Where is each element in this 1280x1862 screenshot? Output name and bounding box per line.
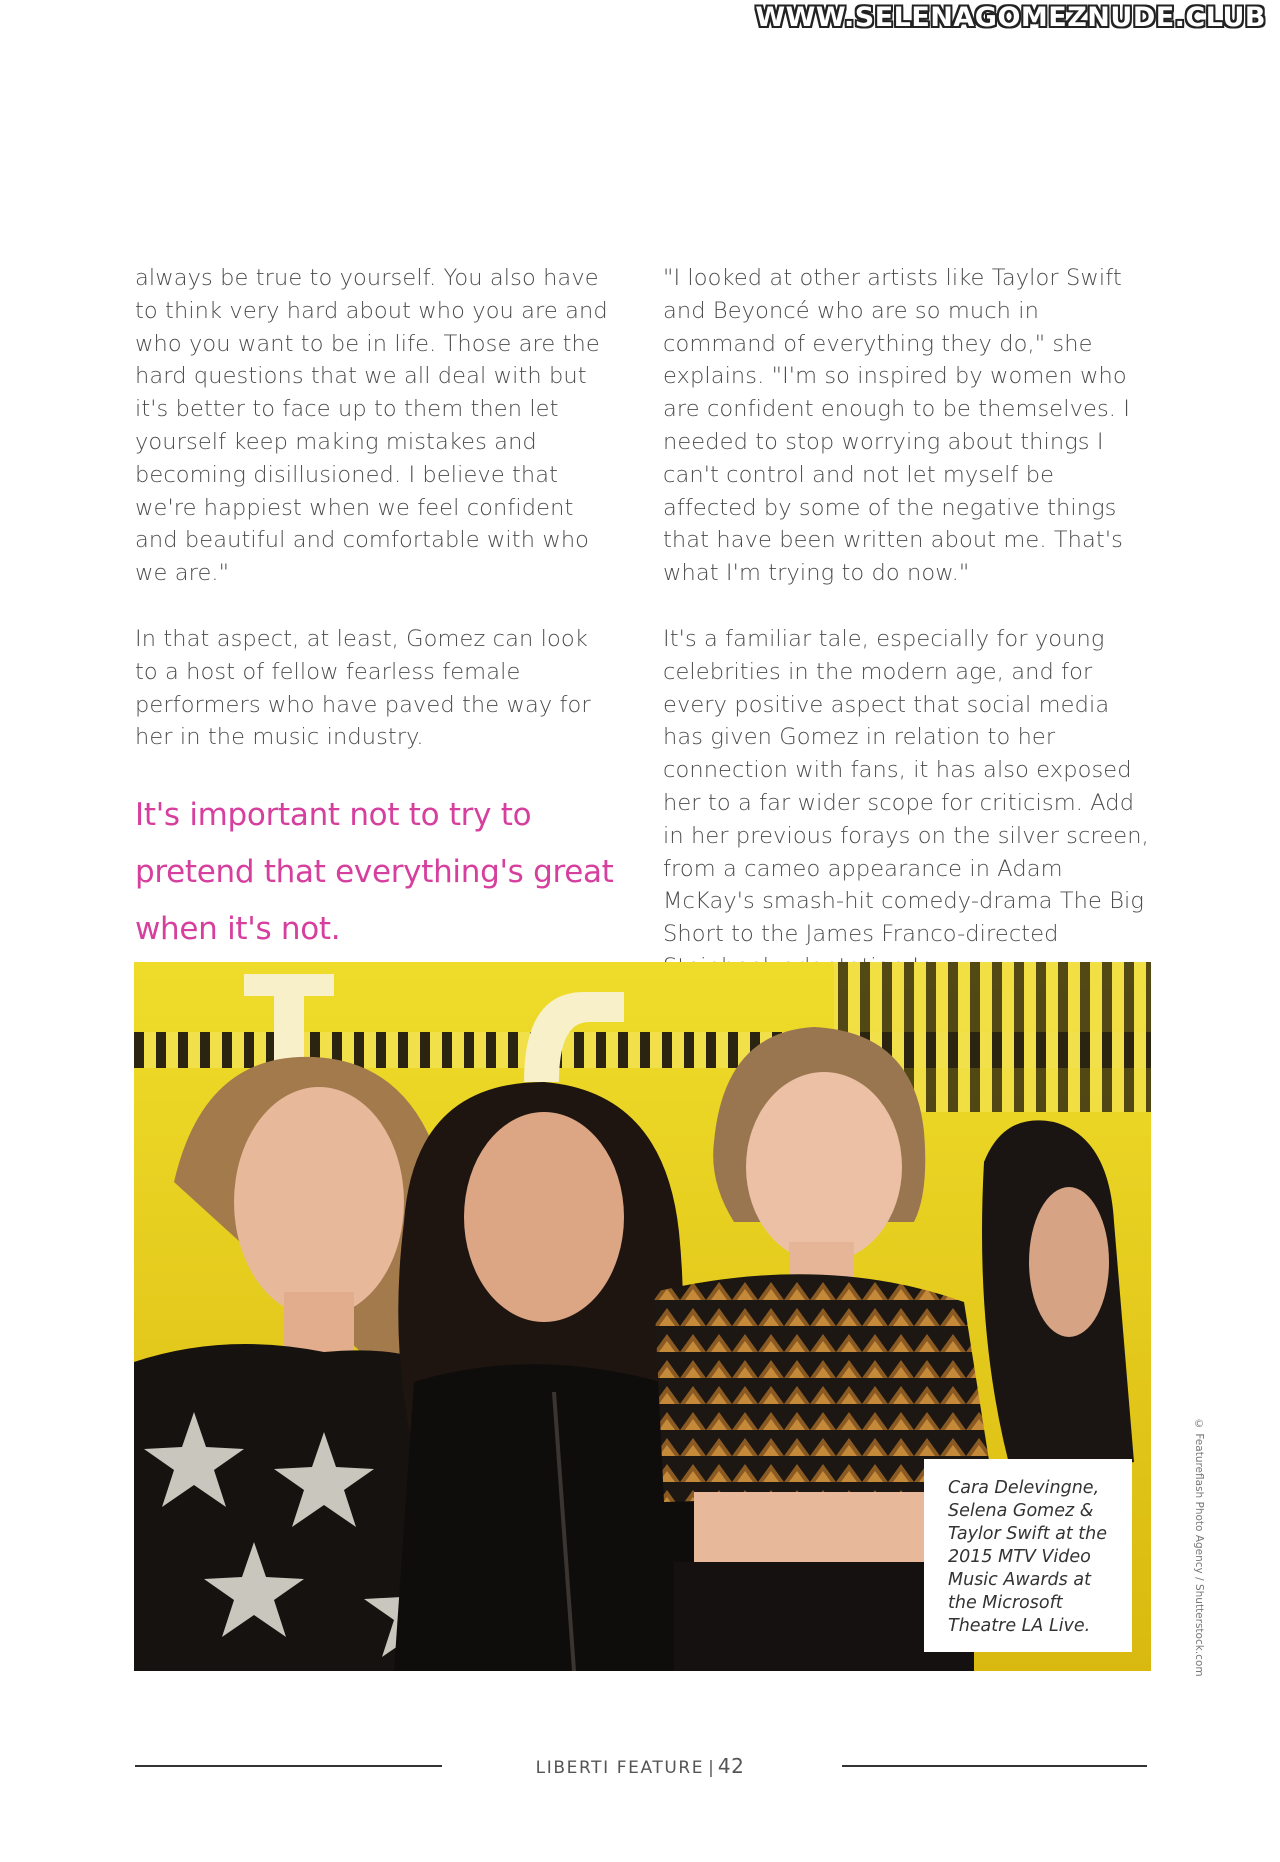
page-number: 42 <box>717 1754 745 1778</box>
left-column <box>135 262 615 958</box>
footer-section-label: LIBERTI FEATURE <box>535 1758 705 1778</box>
pull-quote: It's important not to try to pretend that everything's great when it's not. <box>135 797 614 948</box>
left-paragraph-1: always be true to yourself. You also have to think very hard about who you are and who you want to be in life. Those are the hard questions that we all deal with but it's better to face up to them then let yourself keep making mistakes and becoming disillusioned. I believe that we're happiest when we feel confident and beautiful and comfortable with who we are." <box>135 265 608 587</box>
right-paragraph-1: "I looked at other artists like Taylor Swift and Beyoncé who are so much in command of everything they do," she explains. "I'm so inspired by women who are confident enough to be themselves. I needed to stop worrying about things I can't control and not let myself be affected by some of the negative things that have been written about me. That's what I'm trying to do now." <box>663 265 1131 587</box>
photo-caption: Cara Delevingne, Selena Gomez & Taylor Swift at the 2015 MTV Video Music Awards at the Microsoft Theatre LA Live. <box>948 1478 1107 1636</box>
far-right-person-face <box>1029 1187 1109 1337</box>
footer-separator: | <box>708 1758 714 1778</box>
right-person-midriff <box>694 1492 954 1562</box>
left-person-face <box>234 1087 404 1317</box>
right-person-face <box>746 1072 902 1262</box>
photo-caption-box <box>924 1459 1132 1652</box>
middle-person-face <box>464 1112 624 1322</box>
photo-credit: © Featureflash Photo Agency / Shutterstock.com <box>1193 1418 1205 1677</box>
right-column <box>663 262 1153 1017</box>
right-paragraph-2: It's a familiar tale, especially for young celebrities in the modern age, and for every positive aspect that social media has given Gomez in relation to her connection with fans, it has also exposed her to a far wider scope for criticism. Add in her previous forays on the silver screen, from a cameo appearance in Adam McKay's smash-hit comedy-drama The Big Short to the James Franco-directed <box>663 625 1149 948</box>
page-footer <box>0 1754 1280 1778</box>
watermark: WWW.SELENAGOMEZNUDE.CLUB <box>755 2 1266 33</box>
left-paragraph-2: In that aspect, at least, Gomez can look to a host of fellow fearless female performers who have paved the way for her in the music industry. <box>135 625 591 751</box>
